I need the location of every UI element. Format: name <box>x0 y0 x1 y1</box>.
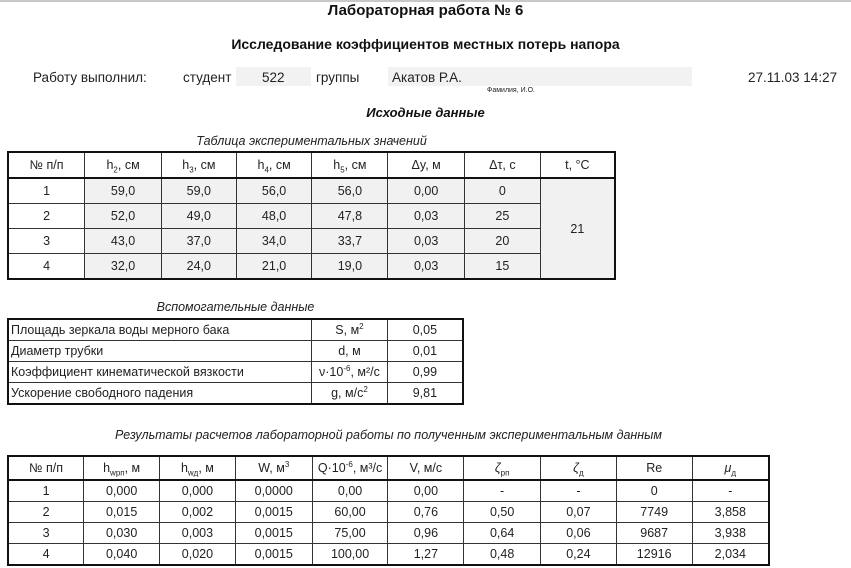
table-row <box>8 229 615 254</box>
table-row <box>8 178 615 204</box>
parameter-symbol: g, $м/с^2$ <box>312 383 388 405</box>
data-cell[interactable]: 24,0 <box>161 254 236 280</box>
table-row <box>8 362 463 383</box>
table-row <box>8 254 615 280</box>
row-number-cell: 1 <box>8 178 85 204</box>
table-row <box>8 544 769 566</box>
section-heading: Исходные данные <box>366 105 485 120</box>
parameter-value[interactable]: 0,05 <box>387 319 463 341</box>
page-subtitle: Исследование коэффициентов местных потерь напора <box>231 36 620 52</box>
row-number-cell: 4 <box>8 544 84 566</box>
result-cell: 0,00 <box>388 480 464 502</box>
result-cell: 0,96 <box>388 523 464 544</box>
data-cell[interactable]: 21,0 <box>236 254 312 280</box>
parameter-symbol: d, м <box>312 341 388 362</box>
experimental-table-caption: Таблица экспериментальных значений <box>196 134 427 148</box>
column-header: $h_{wд}$, м <box>160 456 236 480</box>
data-cell[interactable]: 59,0 <box>161 178 236 204</box>
table-header-row <box>8 456 769 480</box>
result-cell: 0,0015 <box>235 523 312 544</box>
result-cell: 75,00 <box>312 523 388 544</box>
column-header: $Q\cdot 10^{-6}$, м³/с <box>312 456 388 480</box>
result-cell: 3,858 <box>692 502 769 523</box>
row-number-cell: 2 <box>8 204 85 229</box>
data-cell[interactable]: 48,0 <box>236 204 312 229</box>
result-cell: 0,48 <box>464 544 541 566</box>
table-row <box>8 480 769 502</box>
results-table <box>7 455 770 566</box>
column-header: $h_3$, см <box>161 152 236 178</box>
result-cell: 0,24 <box>541 544 617 566</box>
result-cell: - <box>541 480 617 502</box>
parameter-value[interactable]: 0,01 <box>387 341 463 362</box>
table-row <box>8 523 769 544</box>
column-header: $\mu_д$ <box>692 456 769 480</box>
data-cell[interactable]: 34,0 <box>236 229 312 254</box>
data-cell[interactable]: 19,0 <box>312 254 388 280</box>
column-header: $\zeta_д$ <box>541 456 617 480</box>
result-cell: 0,003 <box>160 523 236 544</box>
result-cell: 2,034 <box>692 544 769 566</box>
result-cell: 0,000 <box>84 480 160 502</box>
data-cell[interactable]: 37,0 <box>161 229 236 254</box>
data-cell[interactable]: 0,03 <box>388 254 465 280</box>
auxiliary-table-caption: Вспомогательные данные <box>156 300 315 314</box>
column-header: Δy, м <box>388 152 465 178</box>
column-header: $h_{wрп}$, м <box>84 456 160 480</box>
column-header: W, $м^3$ <box>235 456 312 480</box>
row-number-cell: 1 <box>8 480 84 502</box>
data-cell[interactable]: 59,0 <box>85 178 162 204</box>
row-number-cell: 3 <box>8 229 85 254</box>
result-cell: 0,76 <box>388 502 464 523</box>
result-cell: 0 <box>616 480 692 502</box>
datetime: 27.11.03 14:27 <box>748 70 838 85</box>
table-row <box>8 319 463 341</box>
experimental-table <box>7 151 616 280</box>
data-cell[interactable]: 25 <box>465 204 541 229</box>
table-row <box>8 341 463 362</box>
result-cell: 0,020 <box>160 544 236 566</box>
data-cell[interactable]: 0,00 <box>388 178 465 204</box>
data-cell[interactable]: 52,0 <box>85 204 162 229</box>
group-label: группы <box>316 70 360 85</box>
data-cell[interactable]: 0 <box>465 178 541 204</box>
data-cell[interactable]: 33,7 <box>312 229 388 254</box>
data-cell[interactable]: 56,0 <box>312 178 388 204</box>
result-cell: 0,50 <box>464 502 541 523</box>
column-header: $h_4$, см <box>236 152 312 178</box>
parameter-value[interactable]: 0,99 <box>387 362 463 383</box>
column-header: $\zeta_{рп}$ <box>464 456 541 480</box>
column-header: № п/п <box>8 152 85 178</box>
results-table-caption: Результаты расчетов лабораторной работы по полученным экспериментальным данным <box>115 428 662 442</box>
result-cell: 0,000 <box>160 480 236 502</box>
data-cell[interactable]: 43,0 <box>85 229 162 254</box>
parameter-label: Коэффициент кинематической вязкости <box>8 362 312 383</box>
parameter-label: Площадь зеркала воды мерного бака <box>8 319 312 341</box>
data-cell[interactable]: 47,8 <box>312 204 388 229</box>
data-cell[interactable]: 0,03 <box>388 204 465 229</box>
result-cell: 100,00 <box>312 544 388 566</box>
result-cell: 9687 <box>616 523 692 544</box>
result-cell: 0,040 <box>84 544 160 566</box>
data-cell[interactable]: 15 <box>465 254 541 280</box>
row-number-cell: 2 <box>8 502 84 523</box>
result-cell: 7749 <box>616 502 692 523</box>
result-cell: 0,015 <box>84 502 160 523</box>
table-header-row <box>8 152 615 178</box>
column-header: Δτ, с <box>465 152 541 178</box>
table-row <box>8 502 769 523</box>
column-header: № п/п <box>8 456 84 480</box>
column-header: $h_2$, см <box>85 152 162 178</box>
result-cell: 0,06 <box>541 523 617 544</box>
result-cell: 0,00 <box>312 480 388 502</box>
result-cell: 0,0015 <box>235 544 312 566</box>
data-cell[interactable]: 49,0 <box>161 204 236 229</box>
parameter-value[interactable]: 9,81 <box>387 383 463 405</box>
student-label: студент <box>183 70 232 85</box>
result-cell: 1,27 <box>388 544 464 566</box>
group-number-field[interactable]: 522 <box>262 70 285 85</box>
result-cell: 60,00 <box>312 502 388 523</box>
column-header: V, м/с <box>388 456 464 480</box>
data-cell[interactable]: 0,03 <box>388 229 465 254</box>
result-cell: 0,002 <box>160 502 236 523</box>
result-cell: 3,938 <box>692 523 769 544</box>
result-cell: 0,0015 <box>235 502 312 523</box>
result-cell: 0,07 <box>541 502 617 523</box>
table-row <box>8 204 615 229</box>
row-number-cell: 4 <box>8 254 85 280</box>
result-cell: 0,030 <box>84 523 160 544</box>
result-cell: 12916 <box>616 544 692 566</box>
name-hint: Фамилия, И.О. <box>487 87 535 94</box>
result-cell: 0,0000 <box>235 480 312 502</box>
result-cell: - <box>692 480 769 502</box>
table-row <box>8 383 463 405</box>
parameter-symbol: S, $м^2$ <box>312 319 388 341</box>
page-title: Лабораторная работа № 6 <box>327 2 524 19</box>
result-cell: 0,64 <box>464 523 541 544</box>
row-number-cell: 3 <box>8 523 84 544</box>
student-name-field[interactable]: Акатов Р.А. <box>392 70 462 85</box>
column-header: $h_5$, см <box>312 152 388 178</box>
data-cell[interactable]: 56,0 <box>236 178 312 204</box>
parameter-symbol: $\nu\cdot 10^{-6}$, м²/с <box>312 362 388 383</box>
column-header: Re <box>616 456 692 480</box>
parameter-label: Диаметр трубки <box>8 341 312 362</box>
column-header: t, °C <box>540 152 615 178</box>
result-cell: - <box>464 480 541 502</box>
parameter-label: Ускорение свободного падения <box>8 383 312 405</box>
auxiliary-table <box>7 318 464 405</box>
performed-by-label: Работу выполнил: <box>33 70 147 85</box>
data-cell[interactable]: 32,0 <box>85 254 162 280</box>
temperature-cell[interactable]: 21 <box>540 178 615 279</box>
data-cell[interactable]: 20 <box>465 229 541 254</box>
